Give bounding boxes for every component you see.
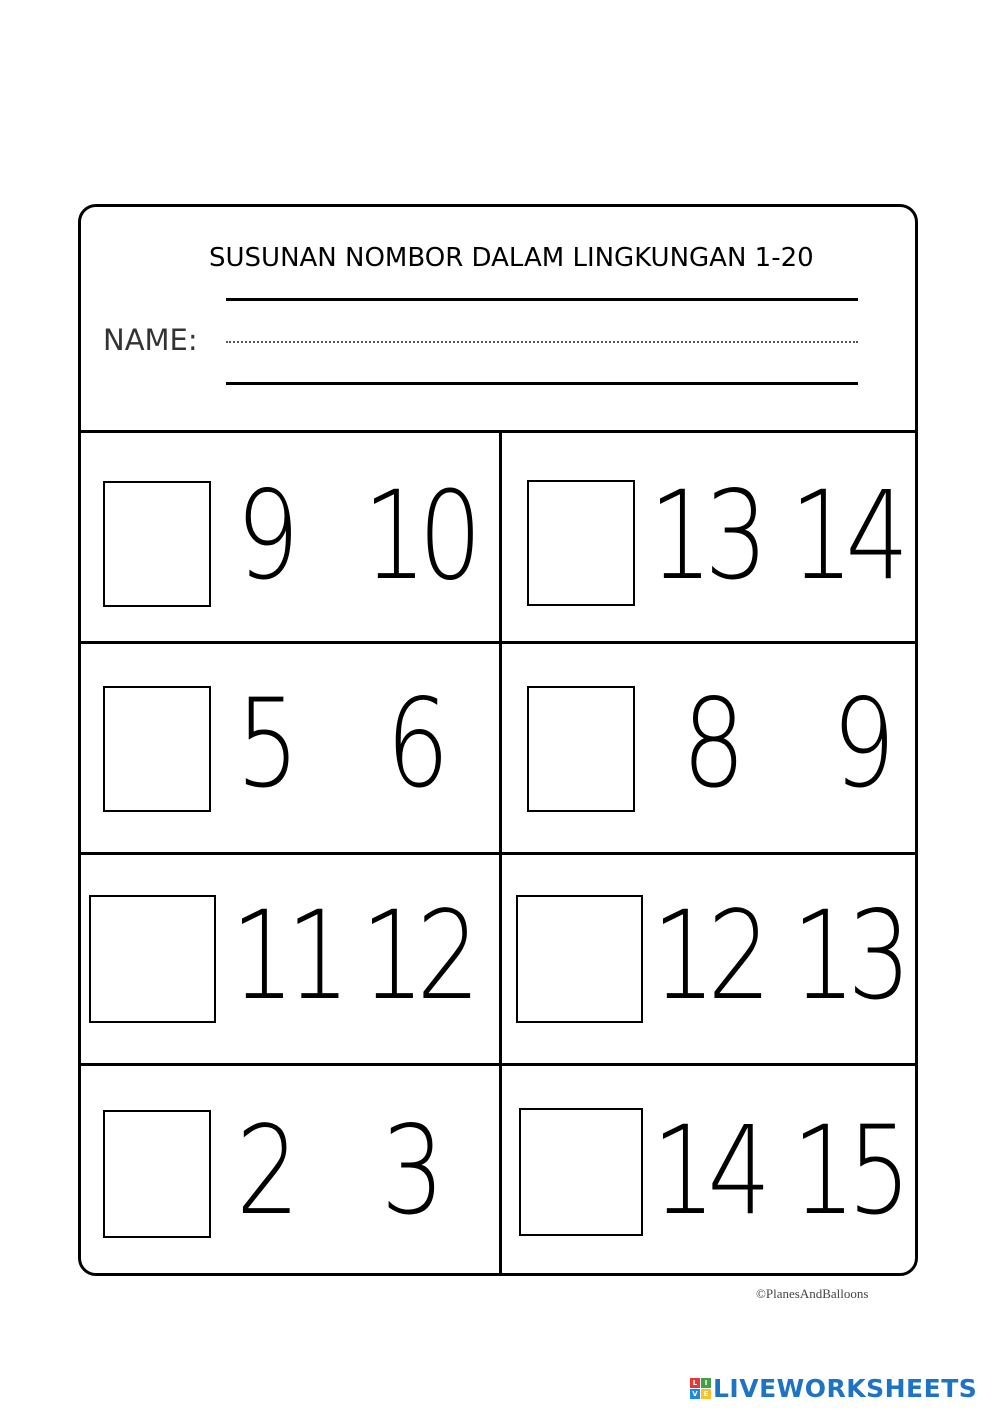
answer-box[interactable] (103, 481, 211, 607)
answer-box[interactable] (516, 895, 643, 1023)
number-first: 2 (236, 1100, 292, 1242)
exercise-grid (81, 430, 915, 1276)
number-second: 13 (792, 885, 903, 1027)
exercise-cell (499, 1063, 918, 1274)
liveworksheets-logo-text: LIVEWORKSHEETS (713, 1374, 978, 1403)
exercise-cell (81, 1063, 501, 1274)
answer-box[interactable] (103, 686, 211, 812)
logo-mark-letter: I (701, 1378, 711, 1388)
exercise-cell (81, 852, 501, 1063)
answer-box[interactable] (89, 895, 216, 1023)
exercise-cell (499, 852, 918, 1063)
number-second: 6 (386, 673, 442, 815)
exercise-cell (499, 641, 918, 852)
answer-box[interactable] (103, 1110, 211, 1238)
number-first: 9 (236, 465, 292, 607)
answer-box[interactable] (519, 1108, 643, 1236)
worksheet-frame (78, 204, 918, 1276)
number-first: 12 (652, 885, 763, 1027)
logo-mark-letter: V (690, 1389, 700, 1399)
number-second: 15 (792, 1100, 903, 1242)
number-first: 11 (231, 885, 342, 1027)
worksheet-title: SUSUNAN NOMBOR DALAM LINGKUNGAN 1-20 (209, 243, 814, 273)
liveworksheets-logo[interactable] (690, 1374, 977, 1403)
answer-box[interactable] (527, 480, 635, 606)
exercise-cell (499, 430, 918, 641)
number-second: 9 (832, 673, 888, 815)
number-second: 3 (381, 1100, 437, 1242)
worksheet-header (81, 207, 915, 433)
copyright-text: ©PlanesAndBalloons (756, 1286, 869, 1301)
number-first: 8 (682, 673, 738, 815)
liveworksheets-logo-icon (690, 1378, 711, 1399)
number-second: 10 (363, 465, 474, 607)
logo-mark-letter: E (701, 1389, 711, 1399)
number-first: 5 (236, 673, 292, 815)
name-label: NAME: (103, 323, 198, 357)
number-first: 14 (652, 1100, 763, 1242)
writing-line-bottom (226, 382, 858, 385)
answer-box[interactable] (527, 686, 635, 812)
exercise-cell (81, 430, 501, 641)
writing-line-top (226, 298, 858, 301)
exercise-cell (81, 641, 501, 852)
number-first: 13 (649, 465, 760, 607)
name-writing-line[interactable] (226, 341, 858, 343)
number-second: 12 (361, 885, 472, 1027)
number-second: 14 (790, 465, 901, 607)
logo-mark-letter: L (690, 1378, 700, 1388)
